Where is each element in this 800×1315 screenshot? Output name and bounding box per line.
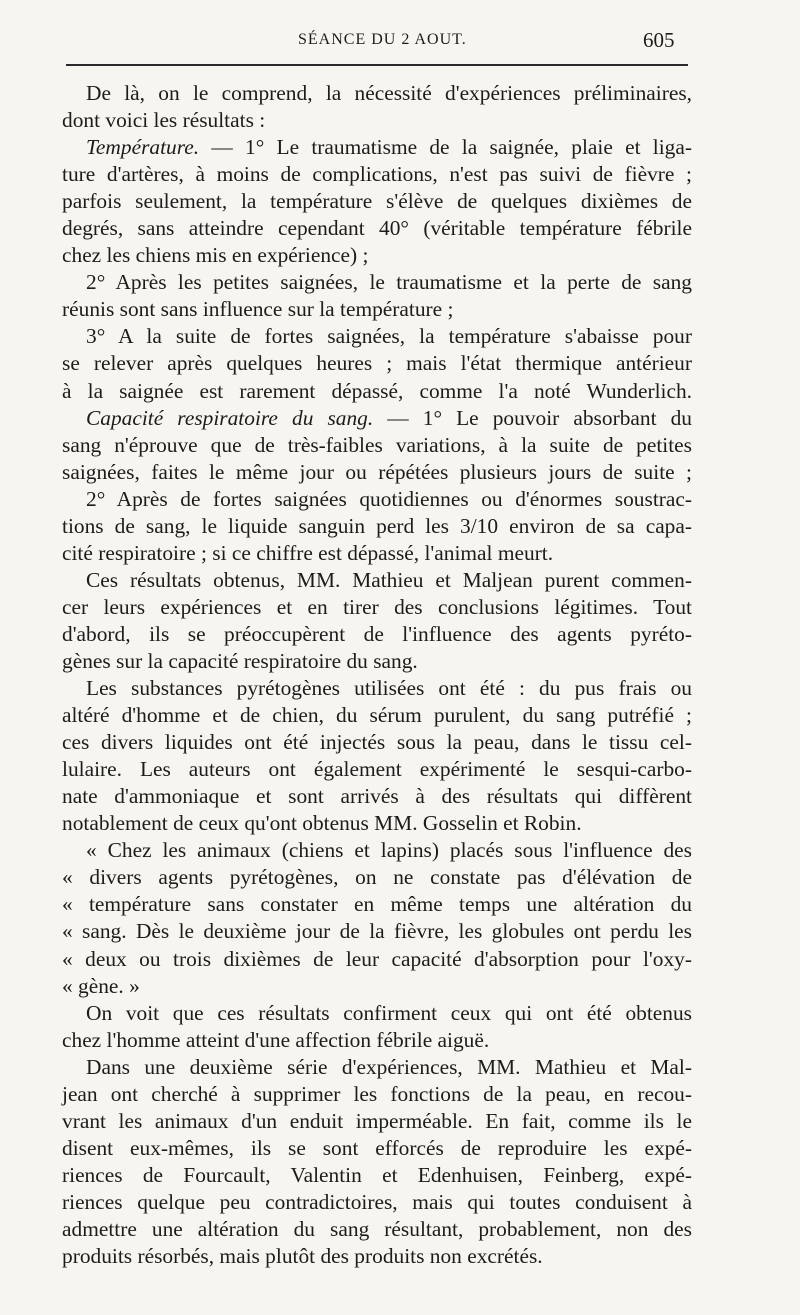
line-text: disent eux-mêmes, ils se sont efforcés de reproduire les expé- bbox=[62, 1135, 692, 1160]
line-text: parfois seulement, la température s'élève de quelques dixièmes de bbox=[62, 189, 692, 214]
line-text: « gène. » bbox=[62, 973, 140, 998]
text-line bbox=[62, 1243, 692, 1270]
body-text bbox=[62, 80, 692, 1270]
line-text: « divers agents pyrétogènes, on ne constate pas d'élévation de bbox=[62, 865, 692, 890]
line-text: chez l'homme atteint d'une affection fébrile aiguë. bbox=[62, 1027, 490, 1052]
line-text: ture d'artères, à moins de complications, n'est pas suivi de fièvre ; bbox=[62, 162, 692, 187]
text-line bbox=[62, 918, 692, 945]
line-text: On voit que ces résultats confirment ceux qui ont été obtenus bbox=[86, 1000, 692, 1025]
text-line bbox=[62, 946, 692, 973]
text-line bbox=[62, 567, 692, 594]
line-text: Dans une deuxième série d'expériences, MM. Mathieu et Mal- bbox=[86, 1054, 692, 1079]
line-text: se relever après quelques heures ; mais l'état thermique antérieur bbox=[62, 351, 692, 376]
italic-heading: Capacité respiratoire du sang. bbox=[86, 405, 374, 430]
line-text: degrés, sans atteindre cependant 40° (véritable température fébrile bbox=[62, 216, 692, 241]
running-head bbox=[0, 28, 800, 52]
line-text: cer leurs expériences et en tirer des conclusions légitimes. Tout bbox=[62, 594, 692, 619]
text-line bbox=[62, 783, 692, 810]
line-text: cité respiratoire ; si ce chiffre est dépassé, l'animal meurt. bbox=[62, 540, 554, 565]
line-text: saignées, faites le même jour ou répétées plusieurs jours de suite ; bbox=[62, 459, 692, 484]
line-text: dont voici les résultats : bbox=[62, 108, 266, 133]
header-rule bbox=[66, 64, 688, 66]
text-line bbox=[62, 1027, 692, 1054]
text-line bbox=[62, 621, 692, 648]
text-line bbox=[62, 648, 692, 675]
text-line bbox=[62, 891, 692, 918]
text-line bbox=[62, 1108, 692, 1135]
text-line bbox=[62, 107, 692, 134]
text-line bbox=[62, 269, 692, 296]
text-line bbox=[62, 810, 692, 837]
text-line bbox=[62, 459, 692, 486]
line-text: jean ont cherché à supprimer les fonctions de la peau, en recou- bbox=[62, 1081, 692, 1106]
line-text: nate d'ammoniaque et sont arrivés à des résultats qui diffèrent bbox=[62, 784, 692, 809]
line-text: Les substances pyrétogènes utilisées ont été : du pus frais ou bbox=[86, 676, 692, 701]
text-line bbox=[62, 161, 692, 188]
text-line bbox=[62, 350, 692, 377]
line-text: — 1° Le traumatisme de la saignée, plaie et liga- bbox=[199, 135, 692, 160]
line-text: ces divers liquides ont été injectés sous la peau, dans le tissu cel- bbox=[62, 730, 692, 755]
line-text: sang n'éprouve que de très-faibles variations, à la suite de petites bbox=[62, 432, 692, 457]
text-line bbox=[62, 80, 692, 107]
text-line bbox=[62, 405, 692, 432]
line-text: — 1° Le pouvoir absorbant du bbox=[373, 405, 692, 430]
line-text: 2° Après les petites saignées, le traumatisme et la perte de sang bbox=[86, 270, 692, 295]
line-text: « deux ou trois dixièmes de leur capacité d'absorption pour l'oxy- bbox=[62, 946, 692, 971]
text-line bbox=[62, 729, 692, 756]
text-line bbox=[62, 378, 692, 405]
line-text: vrant les animaux d'un enduit imperméable. En fait, comme ils le bbox=[62, 1108, 692, 1133]
line-text: produits résorbés, mais plutôt des produits non excrétés. bbox=[62, 1244, 543, 1269]
text-line bbox=[62, 594, 692, 621]
text-line bbox=[62, 1189, 692, 1216]
text-line bbox=[62, 323, 692, 350]
text-line bbox=[62, 432, 692, 459]
text-line bbox=[62, 296, 692, 323]
text-line bbox=[62, 215, 692, 242]
line-text: tions de sang, le liquide sanguin perd les 3/10 environ de sa capa- bbox=[62, 513, 692, 538]
text-line bbox=[62, 1162, 692, 1189]
line-text: « température sans constater en même temps une altération du bbox=[62, 892, 692, 917]
line-text: 2° Après de fortes saignées quotidiennes ou d'énormes soustrac- bbox=[86, 486, 692, 511]
line-text: admettre une altération du sang résultant, probablement, non des bbox=[62, 1216, 692, 1241]
text-line bbox=[62, 486, 692, 513]
text-line bbox=[62, 1216, 692, 1243]
line-text: riences quelque peu contradictoires, mais qui toutes conduisent à bbox=[62, 1189, 692, 1214]
line-text: riences de Fourcault, Valentin et Edenhuisen, Feinberg, expé- bbox=[62, 1162, 692, 1187]
italic-heading: Température. bbox=[86, 135, 200, 160]
text-line bbox=[62, 242, 692, 269]
line-text: « Chez les animaux (chiens et lapins) placés sous l'influence des bbox=[86, 838, 692, 863]
page-number: 605 bbox=[643, 28, 675, 52]
text-line bbox=[62, 702, 692, 729]
line-text: altéré d'homme et de chien, du sérum purulent, du sang putréfié ; bbox=[62, 703, 692, 728]
text-line bbox=[62, 756, 692, 783]
line-text: gènes sur la capacité respiratoire du sang. bbox=[62, 648, 418, 673]
text-line bbox=[62, 1081, 692, 1108]
text-line bbox=[62, 1054, 692, 1081]
line-text: chez les chiens mis en expérience) ; bbox=[62, 243, 369, 268]
text-line bbox=[62, 675, 692, 702]
line-text: à la saignée est rarement dépassé, comme l'a noté Wunderlich. bbox=[62, 378, 692, 403]
line-text: lulaire. Les auteurs ont également expérimenté le sesqui-carbo- bbox=[62, 757, 692, 782]
running-title: SÉANCE DU 2 AOUT. bbox=[298, 31, 467, 48]
text-line bbox=[62, 540, 692, 567]
line-text: Ces résultats obtenus, MM. Mathieu et Maljean purent commen- bbox=[86, 567, 692, 592]
text-line bbox=[62, 513, 692, 540]
line-text: notablement de ceux qu'ont obtenus MM. Gosselin et Robin. bbox=[62, 811, 582, 836]
text-line bbox=[62, 973, 692, 1000]
text-line bbox=[62, 1000, 692, 1027]
line-text: « sang. Dès le deuxième jour de la fièvre, les globules ont perdu les bbox=[62, 919, 692, 944]
line-text: d'abord, ils se préoccupèrent de l'influence des agents pyréto- bbox=[62, 621, 692, 646]
text-line bbox=[62, 864, 692, 891]
line-text: De là, on le comprend, la nécessité d'expériences préliminaires, bbox=[86, 81, 692, 105]
text-line bbox=[62, 837, 692, 864]
text-line bbox=[62, 188, 692, 215]
text-line bbox=[62, 134, 692, 161]
text-line bbox=[62, 1135, 692, 1162]
line-text: réunis sont sans influence sur la température ; bbox=[62, 297, 454, 322]
line-text: 3° A la suite de fortes saignées, la température s'abaisse pour bbox=[86, 324, 692, 349]
